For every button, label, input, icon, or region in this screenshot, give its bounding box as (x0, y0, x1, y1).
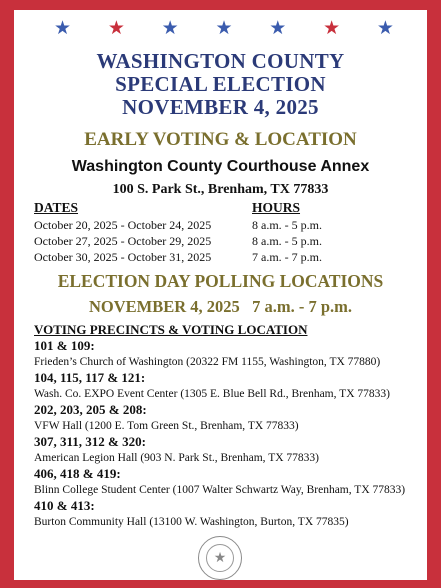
schedule-dates: October 30, 2025 - October 31, 2025 (34, 250, 212, 264)
precinct-location: VFW Hall (1200 E. Tom Green St., Brenham, TX 77833) (34, 420, 299, 432)
schedule-dates: October 27, 2025 - October 29, 2025 (34, 234, 212, 248)
title-election: SPECIAL ELECTION (115, 72, 326, 96)
precinct-location: Burton Community Hall (13100 W. Washington, Burton, TX 77835) (34, 516, 349, 528)
dates-header: DATES (34, 200, 79, 215)
election-day-heading: ELECTION DAY POLLING LOCATIONS (57, 271, 384, 291)
star-icon: ★ (54, 18, 72, 39)
precinct-location: Wash. Co. EXPO Event Center (1305 E. Blue Bell Rd., Brenham, TX 77833) (34, 388, 390, 400)
hours-header: HOURS (252, 200, 301, 215)
election-poster (14, 10, 427, 580)
precincts-heading: VOTING PRECINCTS & VOTING LOCATION (34, 322, 308, 337)
title-date: NOVEMBER 4, 2025 (122, 95, 319, 119)
precinct-location: American Legion Hall (903 N. Park St., Brenham, TX 77833) (34, 452, 319, 464)
star-icon: ★ (215, 18, 233, 39)
star-icon: ★ (323, 18, 341, 39)
star-icon: ★ (161, 18, 179, 39)
precinct-location: Blinn College Student Center (1007 Walter Schwartz Way, Brenham, TX 77833) (34, 484, 406, 496)
star-icon: ★ (376, 18, 394, 39)
precinct-numbers: 406, 418 & 419: (34, 466, 121, 481)
early-voting-address: 100 S. Park St., Brenham, TX 77833 (112, 182, 329, 197)
county-seal-icon (198, 536, 242, 580)
seal-star-icon: ★ (206, 544, 234, 572)
precinct-numbers: 101 & 109: (34, 338, 95, 353)
stars-row (54, 19, 394, 38)
precinct-numbers: 307, 311, 312 & 320: (34, 434, 146, 449)
early-voting-heading: EARLY VOTING & LOCATION (84, 129, 357, 150)
precinct-list (34, 338, 419, 530)
star-icon: ★ (269, 18, 287, 39)
schedule-hours: 8 a.m. - 5 p.m. (252, 234, 322, 248)
precinct-numbers: 202, 203, 205 & 208: (34, 402, 147, 417)
schedule-dates: October 20, 2025 - October 24, 2025 (34, 218, 212, 232)
precinct-location: Frieden’s Church of Washington (20322 FM 1155, Washington, TX 77880) (34, 356, 381, 368)
schedule-hours: 8 a.m. - 5 p.m. (252, 218, 322, 232)
title-county: WASHINGTON COUNTY (96, 49, 345, 73)
early-voting-location: Washington County Courthouse Annex (71, 158, 370, 175)
precinct-numbers: 104, 115, 117 & 121: (34, 370, 146, 385)
election-day-date-hours: NOVEMBER 4, 2025 7 a.m. - 7 p.m. (88, 297, 353, 316)
schedule-hours: 7 a.m. - 7 p.m. (252, 250, 322, 264)
precinct-numbers: 410 & 413: (34, 498, 95, 513)
star-icon: ★ (107, 18, 125, 39)
